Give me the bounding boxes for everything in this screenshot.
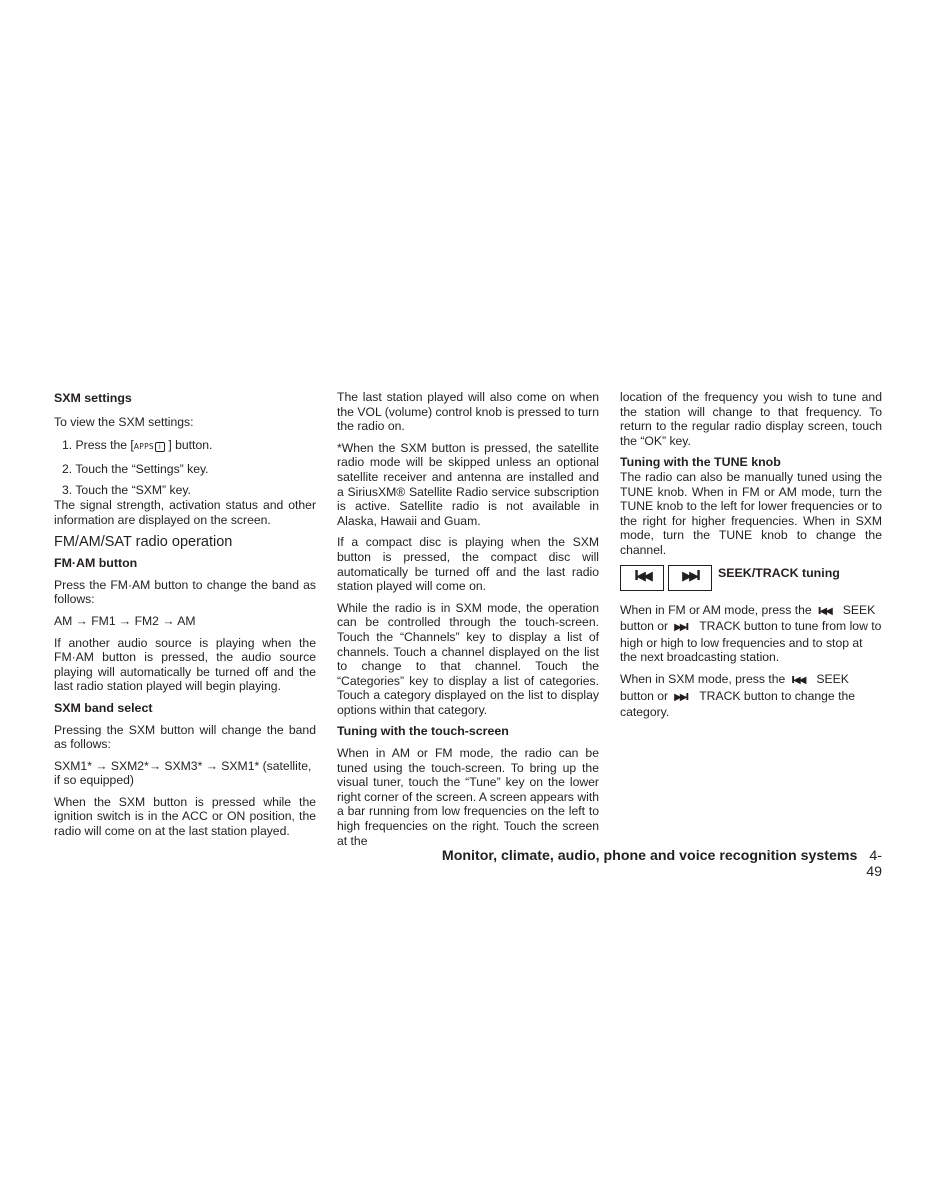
left-column [54,390,316,839]
fmam-button-heading: FM·AM button [54,556,138,571]
tune-knob-text: The radio can also be manually tuned using the TUNE knob. When in FM or AM mode, turn the TUNE knob to the left for lower frequencies or to the right for higher frequencies. When in SXM mode, turn the TUNE knob to change the channel. [620,469,882,557]
page-number: 4-49 [866,848,882,880]
sxm-settings-heading: SXM settings [54,391,132,405]
step-1-suffix: ] button. [164,438,213,453]
seek-back-button-icon: I◀◀ [620,565,664,591]
sxm-seek-text: When in SXM mode, press the I◀◀ SEEK button or ▶▶I TRACK button to change the category. [620,671,856,720]
sxm-band-text: Pressing the SXM button will change the band as follows: [54,722,316,752]
touch-screen-heading: Tuning with the touch-screen [337,724,509,739]
seek-track-row [620,565,882,591]
middle-column [337,390,599,848]
signal-text: The signal strength, activation status and other information are displayed on the screen. [54,497,316,527]
fmam-seek-text: When in FM or AM mode, press the I◀◀ SEEK button or ▶▶I TRACK button to tune from low to high or high to low frequencies and to stop at the next broadcasting station. [620,602,882,665]
seek-back-icon: I◀◀ [817,605,831,617]
track-forward-icon: ▶▶I [674,691,688,703]
seek-track-heading: SEEK/TRACK tuning [718,566,840,581]
step-1-prefix: 1. Press the [ [62,438,134,453]
track-forward-icon: ▶▶I [674,622,688,634]
location-text: location of the frequency you wish to tune and the station will change to that frequency. To return to the regular radio display screen, touch the “OK” key. [620,390,882,448]
step-2: 2. Touch the “Settings” key. [62,461,209,476]
footer-section-title: Monitor, climate, audio, phone and voice recognition systems [441,848,858,864]
tune-knob-heading: Tuning with the TUNE knob [620,455,781,470]
track-forward-button-icon: ▶▶I [668,565,712,591]
other-source-text: If another audio source is playing when the FM·AM button is pressed, the audio source playing will automatically be turned off and the last radio station played will begin playing. [54,635,316,694]
step-1 [54,438,316,455]
step-3: 3. Touch the “SXM” key. [62,483,191,498]
sxm-band-heading: SXM band select [54,700,153,715]
touch-screen-text: When in AM or FM mode, the radio can be tuned using the touch-screen. To bring up the visual tuner, touch the “Tune” key on the lower right corner of the screen. A screen appears with a bar running from low frequencies on the left to high frequencies on the right. Touch the screen at the [337,746,599,848]
fmam-sequence: AM → FM1 → FM2 → AM [54,613,196,628]
vol-text: The last station played will also come on when the VOL (volume) control knob is pressed to turn the radio on. [337,390,599,434]
seek-back-icon: I◀◀ [791,674,805,686]
cd-text: If a compact disc is playing when the SXM button is pressed, the compact disc will automatically be turned off and the last radio station played will come on. [337,535,599,594]
asterisk-text: *When the SXM button is pressed, the satellite radio mode will be skipped unless an optional satellite receiver and antenna are installed and a SiriusXM® Satellite Radio service subscription is active. Satellite radio is not available in Alaska, Hawaii and Guam. [337,440,599,528]
radio-operation-heading: FM/AM/SAT radio operation [54,534,233,551]
sxm-last-station-text: When the SXM button is pressed while the ignition switch is in the ACC or ON position, the radio will come on at the last station played. [54,794,316,839]
right-column [620,390,882,720]
sxm-settings-intro: To view the SXM settings: [54,414,194,429]
apps-info-icon: APPS i [134,442,165,451]
page-footer [438,848,882,880]
fmam-button-text: Press the FM·AM button to change the band as follows: [54,577,316,607]
sxm-sequence: SXM1* → SXM2*→ SXM3* → SXM1* (satellite, if so equipped) [54,758,312,788]
sxm-mode-text: While the radio is in SXM mode, the operation can be controlled through the touch-screen. Touch the “Channels” key to display a list of channels. Touch a channel displayed on the list to change to that channel. Touch the “Categories” key to display a list of categories. Touch a category displayed on the list to display options within that category. [337,600,599,717]
